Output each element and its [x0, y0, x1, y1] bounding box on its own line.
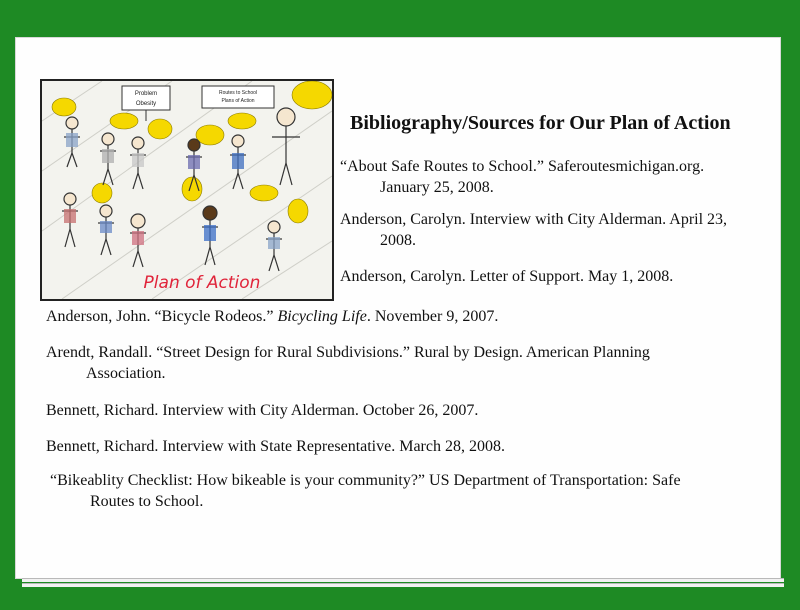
sign-left-text: Problem [134, 91, 158, 97]
bibliography-entry-3 [340, 266, 673, 287]
bibliography-entry-4 [46, 306, 498, 327]
bibliography-entry-1 [340, 156, 704, 198]
paper-edge-2 [22, 583, 784, 587]
svg-text:Plans of Action: Plans of Action [221, 98, 255, 104]
entry-line-start: Anderson, John. “Bicycle Rodeos.” [46, 308, 274, 325]
entry-line: Bennett, Richard. Interview with City Alderman. October 26, 2007. [46, 402, 479, 419]
bibliography-entry-6 [46, 400, 478, 421]
entry-line: Anderson, Carolyn. Letter of Support. May 1, 2008. [340, 268, 674, 285]
svg-text:Obesity: Obesity [135, 101, 157, 107]
bibliography-entry-2 [340, 209, 727, 251]
entry-continuation: Routes to School. [90, 493, 204, 510]
entry-line-end: . November 9, 2007. [366, 308, 499, 325]
paper-edge [22, 578, 784, 582]
bibliography-entry-5 [46, 342, 650, 384]
sign-center-text: Routes to School [218, 90, 258, 96]
entry-line: “About Safe Routes to School.” Saferoutesmichigan.org. [340, 158, 705, 175]
page-title: Bibliography/Sources for Our Plan of Action [350, 112, 731, 134]
entry-line: “Bikeablity Checklist: How bikeable is your community?” US Department of Transportation: Safe [50, 472, 681, 489]
bibliography-entry-7 [46, 436, 505, 457]
entry-continuation: Association. [86, 365, 166, 382]
bibliography-entry-8 [50, 470, 681, 512]
entry-continuation: January 25, 2008. [380, 179, 494, 196]
entry-continuation: 2008. [380, 232, 416, 249]
entry-line: Bennett, Richard. Interview with State Representative. March 28, 2008. [46, 438, 505, 455]
drawing-caption: Plan of Action [143, 273, 261, 293]
entry-journal-title: Bicycling Life [277, 308, 367, 325]
entry-line: Anderson, Carolyn. Interview with City Alderman. April 23, [340, 211, 728, 228]
entry-line: Arendt, Randall. “Street Design for Rural Subdivisions.” Rural by Design. American Planning [46, 344, 650, 361]
plan-of-action-drawing [40, 79, 334, 301]
